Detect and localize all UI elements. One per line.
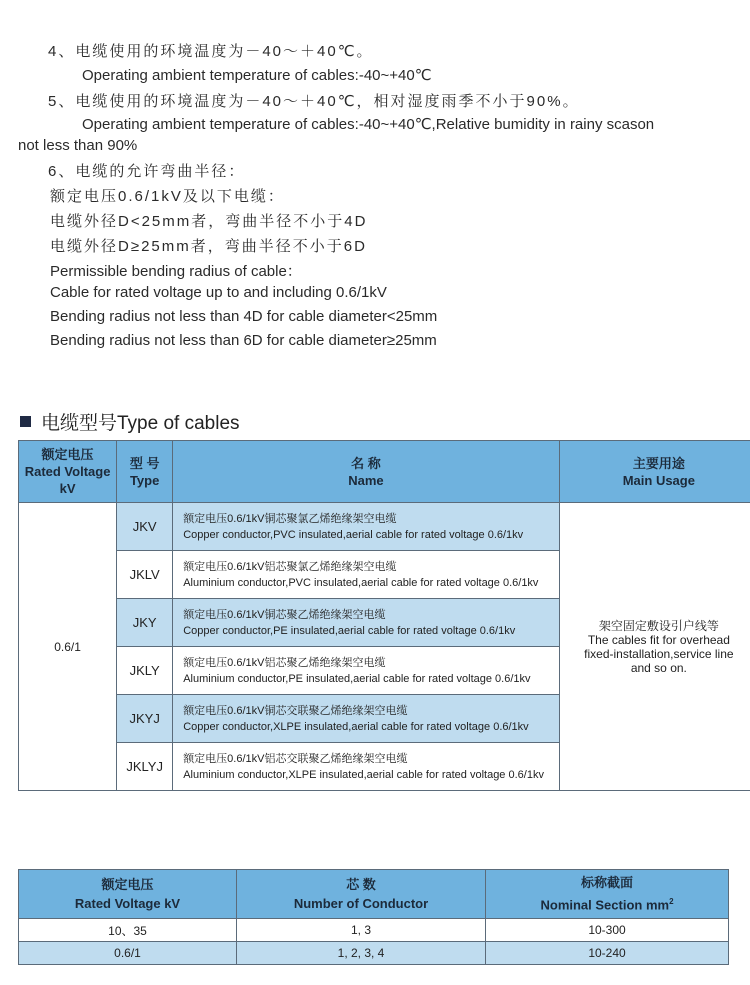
note-5-en-2: not less than 90% xyxy=(18,137,138,154)
type-cell: JKLV xyxy=(117,551,173,599)
header-nominal-section: 标称截面 Nominal Section $mm^2$ xyxy=(486,870,729,919)
note-6-cn-3: 电缆外径D<25mm者，弯曲半径不小于4D xyxy=(50,213,368,230)
note-6-cn: 6、电缆的允许弯曲半径： xyxy=(48,163,246,180)
name-cell: 额定电压0.6/1kV铝芯聚乙烯绝缘架空电缆 Aluminium conductor,PE insulated,aerial cable for rated voltage 0.6/1kv xyxy=(173,647,560,695)
note-5-en-1: Operating ambient temperature of cables:-40~+40℃,Relative bumidity in rainy scason xyxy=(82,116,655,133)
note-4-en: Operating ambient temperature of cables:-40~+40℃ xyxy=(82,67,432,84)
nominal-section-cell: 10-240 xyxy=(486,942,729,965)
table-header-row xyxy=(19,441,750,503)
note-6-en-4: Bending radius not less than 6D for cable diameter≥25mm xyxy=(50,332,437,349)
type-cell: JKY xyxy=(117,599,173,647)
header-rated-voltage: 额定电压 Rated Voltage kV xyxy=(19,441,117,503)
rated-voltage-cell: 10、35 xyxy=(19,919,237,942)
name-cell: 额定电压0.6/1kV铝芯聚氯乙烯绝缘架空电缆 Aluminium conductor,PVC insulated,aerial cable for rated voltage 0.6/1kv xyxy=(173,551,560,599)
section-title-text: 电缆型号Type of cables xyxy=(41,413,240,434)
conductor-count-cell: 1, 3 xyxy=(237,919,486,942)
type-cell: JKLYJ xyxy=(117,743,173,791)
name-cell: 额定电压0.6/1kV铜芯聚乙烯绝缘架空电缆 Copper conductor,PE insulated,aerial cable for rated voltage 0.6/1kv xyxy=(173,599,560,647)
section-title xyxy=(20,408,240,435)
name-cell: 额定电压0.6/1kV铜芯交联聚乙烯绝缘架空电缆 Copper conductor,XLPE insulated,aerial cable for rated voltage 0.6/1kv xyxy=(173,695,560,743)
header-type: 型 号 Type xyxy=(117,441,173,503)
table-row xyxy=(19,919,729,942)
note-5-cn: 5、电缆使用的环境温度为－40～＋40℃，相对湿度雨季不小于90%。 xyxy=(48,93,580,110)
table-row xyxy=(19,503,750,551)
voltage-section-table xyxy=(18,869,729,965)
table-header-row xyxy=(19,870,729,919)
rated-voltage-cell: 0.6/1 xyxy=(19,503,117,791)
note-6-cn-4: 电缆外径D≥25mm者，弯曲半径不小于6D xyxy=(50,238,367,255)
header-rated-voltage: 额定电压 Rated Voltage kV xyxy=(19,870,237,919)
note-6-en-3: Bending radius not less than 4D for cable diameter<25mm xyxy=(50,308,438,325)
header-main-usage: 主要用途 Main Usage xyxy=(559,441,750,503)
header-number-of-conductor: 芯 数 Number of Conductor xyxy=(237,870,486,919)
table-row xyxy=(19,942,729,965)
note-6-en-2: Cable for rated voltage up to and including 0.6/1kV xyxy=(50,284,387,301)
note-6-cn-2: 额定电压0.6/1kV及以下电缆： xyxy=(50,188,285,205)
type-cell: JKLY xyxy=(117,647,173,695)
conductor-count-cell: 1, 2, 3, 4 xyxy=(237,942,486,965)
type-cell: JKYJ xyxy=(117,695,173,743)
note-4-cn: 4、电缆使用的环境温度为－40～＋40℃。 xyxy=(48,43,374,60)
note-6-en-1: Permissible bending radius of cable： xyxy=(50,263,302,280)
name-cell: 额定电压0.6/1kV铜芯聚氯乙烯绝缘架空电缆 Copper conductor,PVC insulated,aerial cable for rated voltage 0.6/1kv xyxy=(173,503,560,551)
type-cell: JKV xyxy=(117,503,173,551)
square-bullet-icon xyxy=(20,416,31,427)
name-cell: 额定电压0.6/1kV铝芯交联聚乙烯绝缘架空电缆 Aluminium conductor,XLPE insulated,aerial cable for rated voltage 0.6/1kv xyxy=(173,743,560,791)
nominal-section-cell: 10-300 xyxy=(486,919,729,942)
cable-type-table xyxy=(18,440,750,791)
header-name: 名 称 Name xyxy=(173,441,560,503)
rated-voltage-cell: 0.6/1 xyxy=(19,942,237,965)
main-usage-cell: 架空固定敷设引户线等 The cables fit for overhead fixed-installation,service line and so on. xyxy=(559,503,750,791)
